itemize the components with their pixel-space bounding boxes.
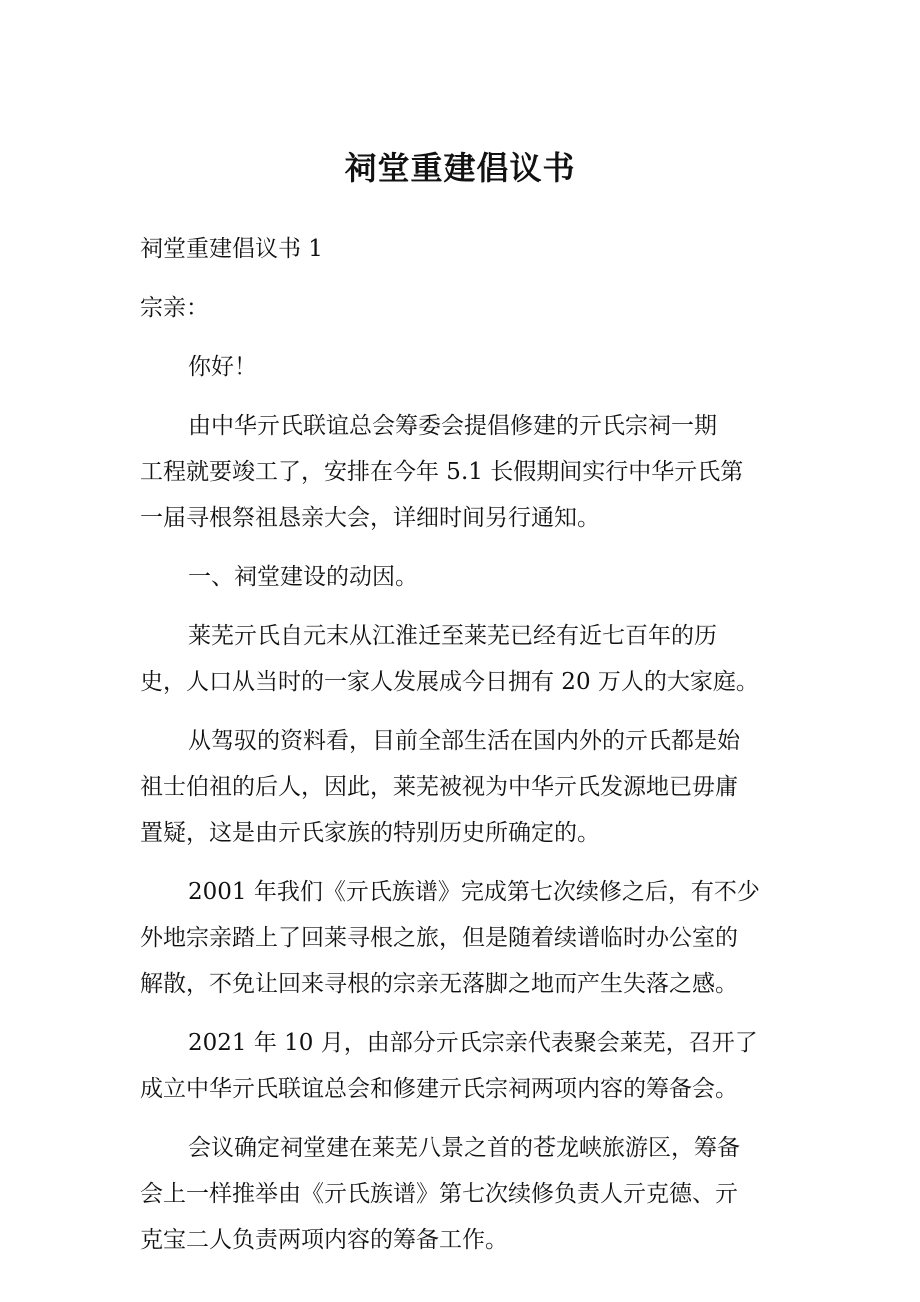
document-subtitle: 祠堂重建倡议书 1 — [140, 236, 323, 262]
salutation: 宗亲： — [140, 295, 209, 321]
paragraph-line: 外地宗亲踏上了回莱寻根之旅，但是随着续谱临时办公室的 — [140, 925, 738, 951]
paragraph-origin — [140, 718, 785, 856]
paragraph-line: 从驾驭的资料看，目前全部生活在国内外的亓氏都是始 — [188, 728, 740, 754]
paragraph-announcement — [140, 403, 785, 541]
paragraph-decision — [140, 1125, 785, 1263]
paragraph-line: 解散，不免让回来寻根的宗亲无落脚之地而产生失落之感。 — [140, 971, 738, 997]
paragraph-genealogy — [140, 869, 785, 1007]
document-title: 祠堂重建倡议书 — [344, 149, 576, 187]
paragraph-line: 祖士伯祖的后人，因此，莱芜被视为中华亓氏发源地已毋庸 — [140, 774, 738, 800]
paragraph-line: 置疑，这是由亓氏家族的特别历史所确定的。 — [140, 820, 600, 846]
paragraph-line: 2021 年 10 月，由部分亓氏宗亲代表聚会莱芜，召开了 — [188, 1030, 758, 1056]
section-heading — [140, 554, 785, 600]
document-body — [140, 226, 785, 1263]
paragraph-line: 成立中华亓氏联谊总会和修建亓氏宗祠两项内容的筹备会。 — [140, 1076, 738, 1102]
paragraph-line: 2001 年我们《亓氏族谱》完成第七次续修之后，有不少 — [188, 879, 760, 905]
paragraph-line: 克宝二人负责两项内容的筹备工作。 — [140, 1227, 508, 1253]
paragraph-line: 史，人口从当时的一家人发展成今日拥有 20 万人的大家庭。 — [140, 669, 759, 695]
paragraph-line: 工程就要竣工了，安排在今年 5.1 长假期间实行中华亓氏第 — [140, 459, 744, 485]
paragraph-line: 会议确定祠堂建在莱芜八景之首的苍龙峡旅游区，筹备 — [188, 1135, 740, 1161]
paragraph-line: 由中华亓氏联谊总会筹委会提倡修建的亓氏宗祠一期 — [188, 413, 717, 439]
paragraph-meeting — [140, 1020, 785, 1112]
paragraph-line: 会上一样推举由《亓氏族谱》第七次续修负责人亓克德、亓 — [140, 1181, 738, 1207]
greeting: 你好！ — [188, 354, 257, 380]
paragraph-line: 莱芜亓氏自元末从江淮迁至莱芜已经有近七百年的历 — [188, 623, 717, 649]
paragraph-history — [140, 613, 785, 705]
paragraph-line: 一届寻根祭祖恳亲大会，详细时间另行通知。 — [140, 505, 600, 531]
section-heading-text: 一、祠堂建设的动因。 — [188, 564, 418, 590]
